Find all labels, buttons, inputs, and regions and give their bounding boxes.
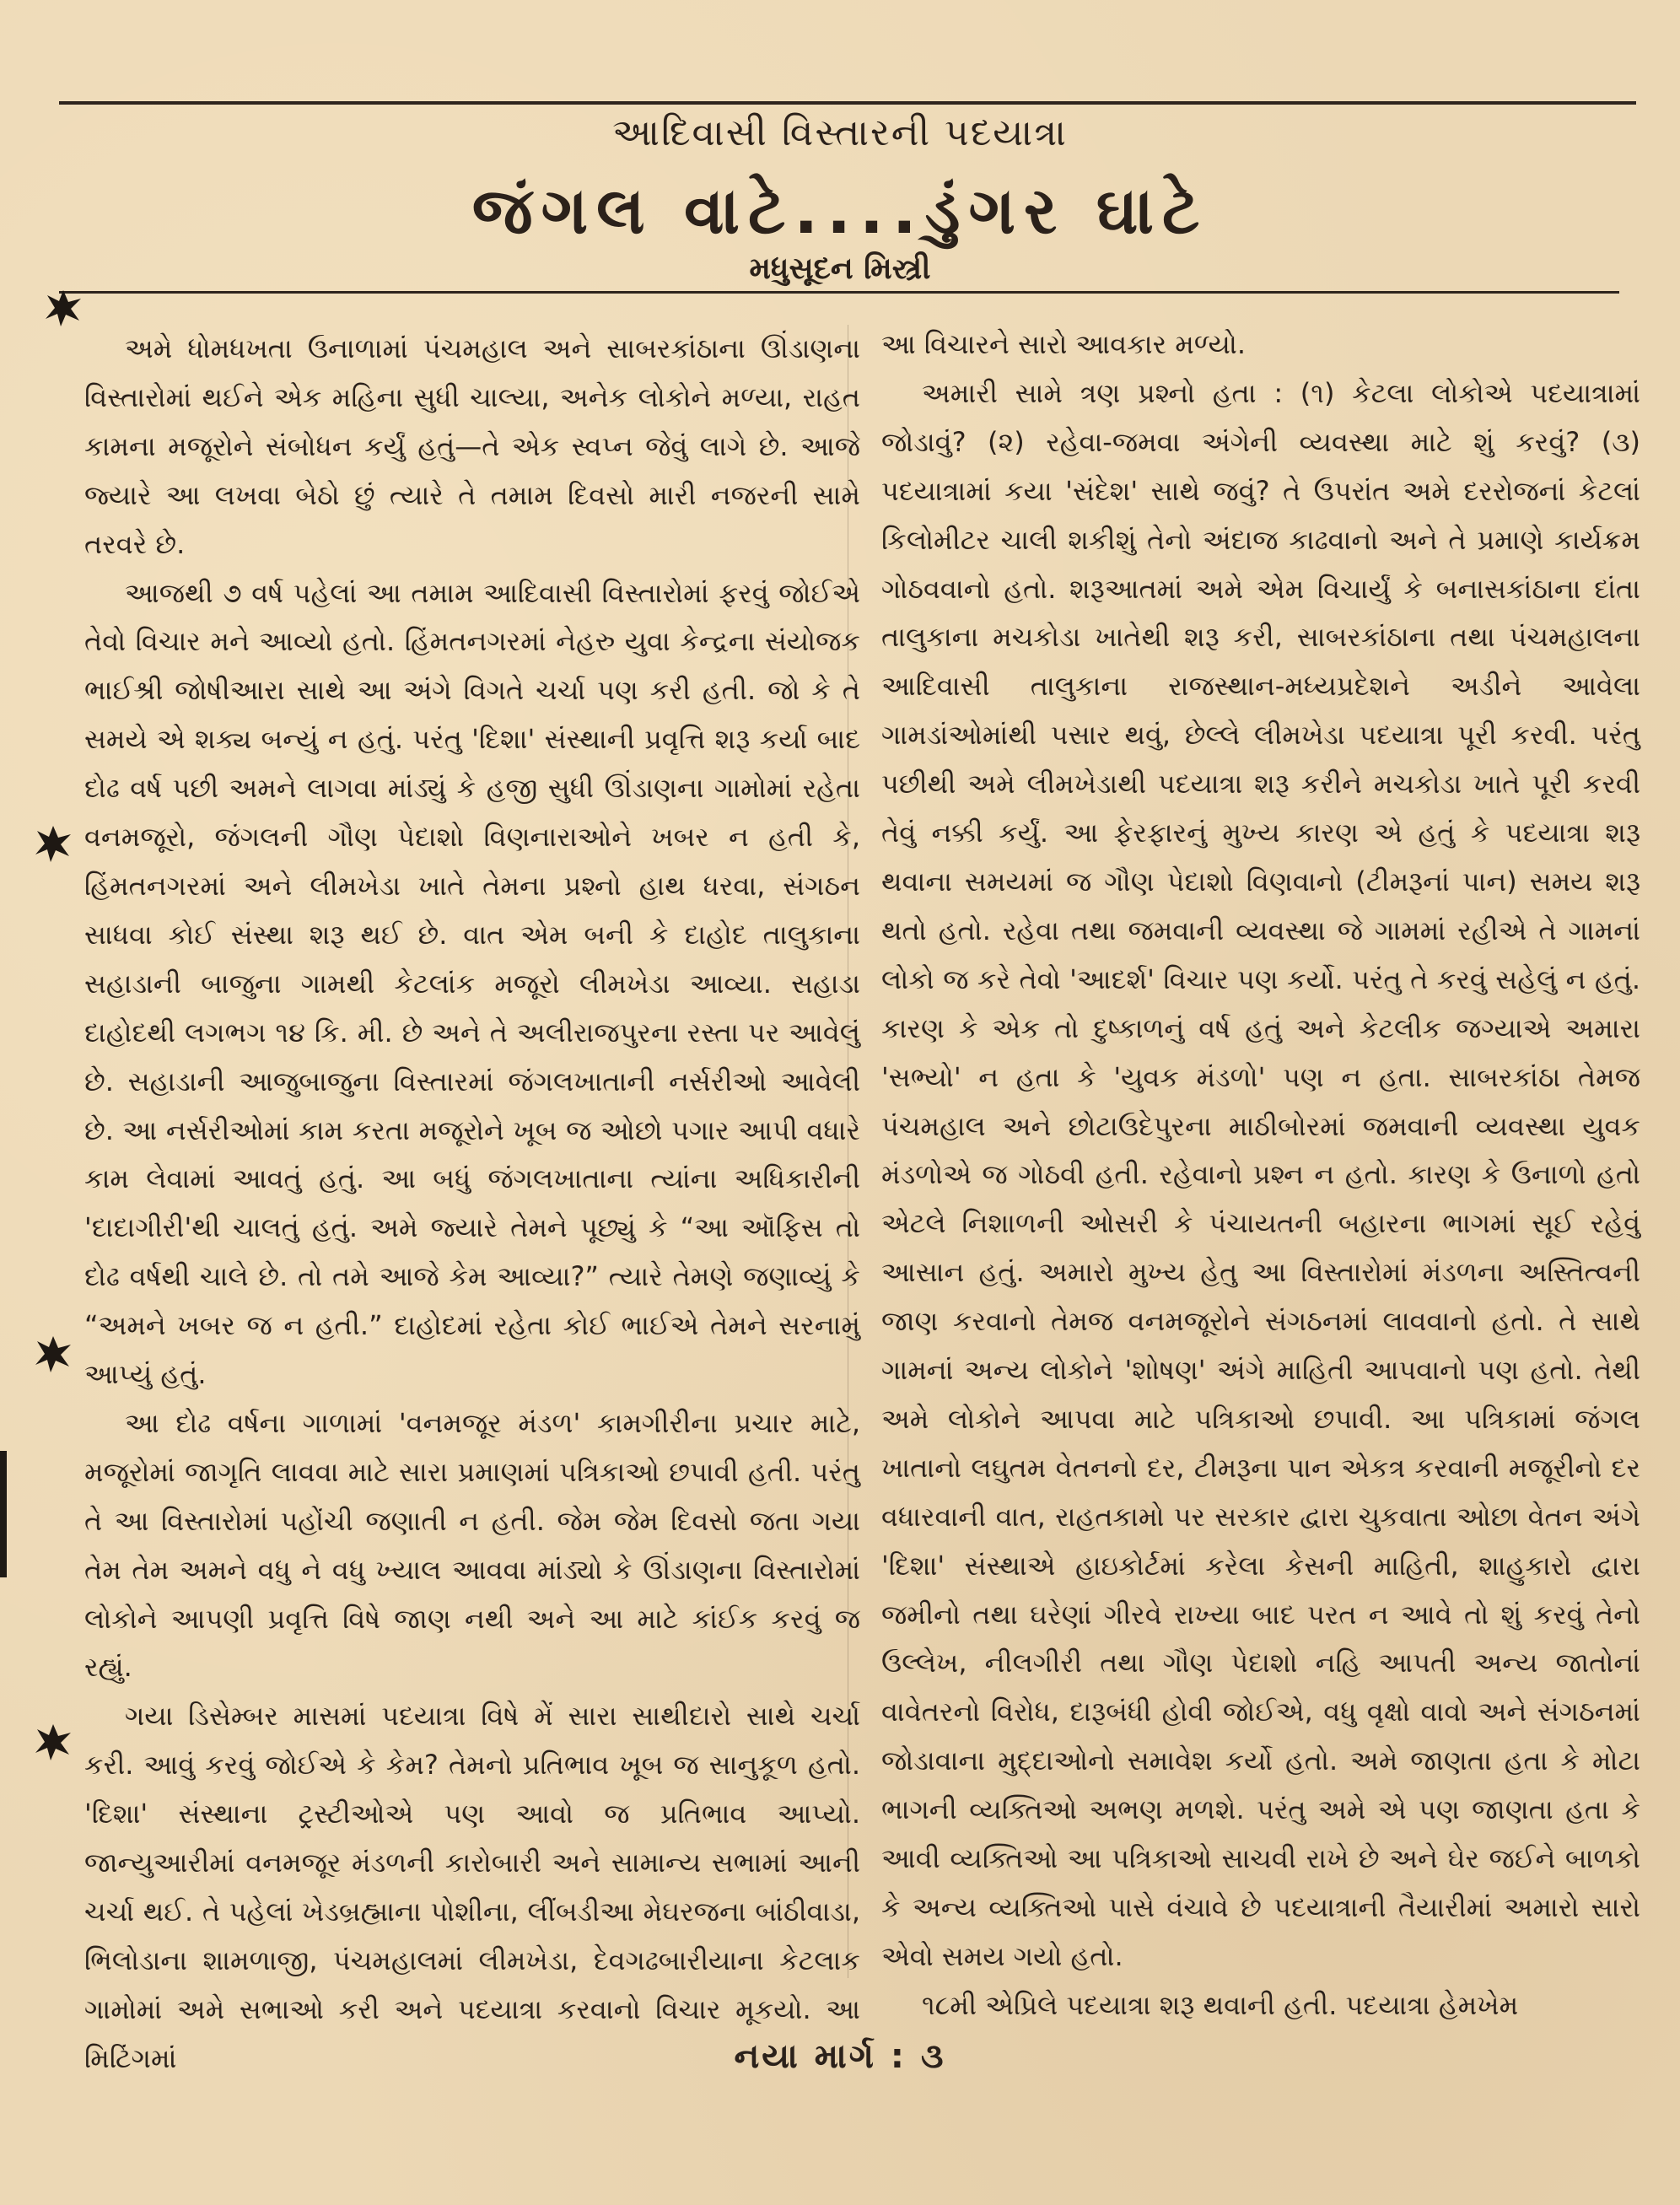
binding-edge bbox=[0, 1451, 7, 1577]
paragraph: ૧૮મી એપ્રિલે પદયાત્રા શરૂ થવાની હતી. પદયાત્રા હેમખેમ bbox=[922, 1988, 1519, 2021]
top-rule bbox=[59, 101, 1636, 105]
paragraph: આ દોઢ વર્ષના ગાળામાં 'વનમજૂર મંડળ' કામગીરીના પ્રચાર માટે, મજૂરોમાં જાગૃતિ લાવવા માટે સારા પ્રમાણમાં પત્રિકાઓ છપાવી હતી. પરંતુ તે આ વિસ્તારોમાં પહોંચી જણાતી ન હતી. જેમ જેમ દિવસો જતા ગયા તેમ તેમ અમને વધુ ને વધુ ખ્યાલ આવવા માંડ્યો કે ઊંડાણના વિસ્તારોમાં લોકોને આપણી પ્રવૃત્તિ વિષે જાણ નથી અને આ માટે કાંઈક કરવું જ રહ્યું. bbox=[84, 1406, 860, 1684]
author-byline: મધુસૂદન મિસ્ત્રી bbox=[749, 251, 931, 286]
paragraph: આજથી ૭ વર્ષ પહેલાં આ તમામ આદિવાસી વિસ્તારોમાં ફરવું જોઈએ તેવો વિચાર મને આવ્યો હતો. હિંમતનગરમાં નેહરુ યુવા કેન્દ્રના સંયોજક ભાઈશ્રી જોષીઆરા સાથે આ અંગે વિગતે ચર્ચા પણ કરી હતી. જો કે તે સમયે એ શક્ય બન્યું ન હતું. પરંતુ 'દિશા' સંસ્થાની પ્રવૃત્તિ શરૂ કર્યા બાદ દોઢ વર્ષ પછી અમને લાગવા માંડ્યું કે હજી સુધી ઊંડાણના ગામોમાં રહેતા વનમજૂરો, જંગલની ગૌણ પેદાશો વિણનારાઓને ખબર ન હતી કે, હિંમતનગરમાં અને લીમખેડા ખાતે તેમના પ્રશ્નો હાથ ધરવા, સંગઠન સાધવા કોઈ સંસ્થા શરૂ થઈ છે. વાત એમ બની કે દાહોદ તાલુકાના સહાડાની બાજુના ગામથી કેટલાંક મજૂરો લીમખેડા આવ્યા. સહાડા દાહોદથી લગભગ ૧૪ કિ. મી. છે અને તે અલીરાજપુરના રસ્તા પર આવેલું છે. સહાડાની આજુબાજુના વિસ્તારમાં જંગલખાતાની નર્સરીઓ આવેલી છે. આ નર્સરીઓમાં કામ કરતા મજૂરોને ખૂબ જ ઓછો પગાર આપી વધારે કામ લેવામાં આવતું હતું. આ બધું જંગલખાતાના ત્યાંના અધિકારીની 'દાદાગીરી'થી ચાલતું હતું. અમે જ્યારે તેમને પૂછ્યું કે “આ ઑફિસ તો દોઢ વર્ષથી ચાલે છે. તો તમે આજે કેમ આવ્યા?” ત્યારે તેમણે જણાવ્યું કે “અમને ખબર જ ન હતી.” દાહોદમાં રહેતા કોઈ ભાઈએ તેમને સરનામું આપ્યું હતું. bbox=[84, 576, 860, 1391]
right-column bbox=[881, 321, 1641, 2021]
paragraph: અમારી સામે ત્રણ પ્રશ્નો હતા : (૧) કેટલા લોકોએ પદયાત્રામાં જોડાવું? (૨) રહેવા-જમવા અંગેની વ્યવસ્થા માટે શું કરવું? (૩) પદયાત્રામાં કયા 'સંદેશ' સાથે જવું? તે ઉપરાંત અમે દરરોજનાં કેટલાં કિલોમીટર ચાલી શકીશું તેનો અંદાજ કાઢવાનો અને તે પ્રમાણે કાર્યક્રમ ગોઠવવાનો હતો. શરૂઆતમાં અમે એમ વિચાર્યું કે બનાસકાંઠાના દાંતા તાલુકાના મચકોડા ખાતેથી શરૂ કરી, સાબરકાંઠાના તથા પંચમહાલના આદિવાસી તાલુકાના રાજસ્થાન-મધ્યપ્રદેશને અડીને આવેલા ગામડાંઓમાંથી પસાર થવું, છેલ્લે લીમખેડા પદયાત્રા પૂરી કરવી. પરંતુ પછીથી અમે લીમખેડાથી પદયાત્રા શરૂ કરીને મચકોડા ખાતે પૂરી કરવી તેવું નક્કી કર્યું. આ ફેરફારનું મુખ્ય કારણ એ હતું કે પદયાત્રા શરૂ થવાના સમયમાં જ ગૌણ પેદાશો વિણવાનો (ટીમરૂનાં પાન) સમય શરૂ થતો હતો. રહેવા તથા જમવાની વ્યવસ્થા જે ગામમાં રહીએ તે ગામનાં લોકો જ કરે તેવો 'આદર્શ' વિચાર પણ કર્યો. પરંતુ તે કરવું સહેલું ન હતું. કારણ કે એક તો દુષ્કાળનું વર્ષ હતું અને કેટલીક જગ્યાએ અમારા 'સભ્યો' ન હતા કે 'યુવક મંડળો' પણ ન હતા. સાબરકાંઠા તેમજ પંચમહાલ અને છોટાઉદેપુરના માઠીબોરમાં જમવાની વ્યવસ્થા યુવક મંડળોએ જ ગોઠવી હતી. રહેવાનો પ્રશ્ન ન હતો. કારણ કે ઉનાળો હતો એટલે નિશાળની ઓસરી કે પંચાયતની બહારના ભાગમાં સૂઈ રહેવું આસાન હતું. અમારો મુખ્ય હેતુ આ વિસ્તારોમાં મંડળના અસ્તિત્વની જાણ કરવાનો તેમજ વનમજૂરોને સંગઠનમાં લાવવાનો હતો. તે સાથે ગામનાં અન્ય લોકોને 'શોષણ' અંગે માહિતી આપવાનો પણ હતો. તેથી અમે લોકોને આપવા માટે પત્રિકાઓ છપાવી. આ પત્રિકામાં જંગલ ખાતાનો લઘુતમ વેતનનો દર, ટીમરૂના પાન એકત્ર કરવાની મજૂરીનો દર વધારવાની વાત, રાહતકામો પર સરકાર દ્વારા ચુકવાતા ઓછા વેતન અંગે 'દિશા' સંસ્થાએ હાઇકોર્ટમાં કરેલા કેસની માહિતી, શાહુકારો દ્વારા જમીનો તથા ઘરેણાં ગીરવે રાખ્યા બાદ પરત ન આવે તો શું કરવું તેનો ઉલ્લેખ, નીલગીરી તથા ગૌણ પેદાશો નહિ આપતી અન્ય જાતોનાં વાવેતરનો વિરોધ, દારૂબંધી હોવી જોઈએ, વધુ વૃક્ષો વાવો અને સંગઠનમાં જોડાવાના મુદ્દાઓનો સમાવેશ કર્યો હતો. અમે જાણતા હતા કે મોટા ભાગની વ્યક્તિઓ અભણ મળશે. પરંતુ અમે એ પણ જાણતા હતા કે આવી વ્યક્તિઓ આ પત્રિકાઓ સાચવી રાખે છે અને ઘેર જઈને બાળકો કે અન્ય વ્યક્તિઓ પાસે વંચાવે છે પદયાત્રાની તૈયારીમાં અમારો સારો એવો સમય ગયો હતો. bbox=[881, 376, 1641, 1972]
byline-rule bbox=[59, 291, 1619, 294]
burn-mark bbox=[32, 1721, 74, 1763]
page-footer: નયા માર્ગ : ૩ bbox=[734, 2037, 946, 2076]
paragraph: અમે ધોમધખતા ઉનાળામાં પંચમહાલ અને સાબરકાંઠાના ઊંડાણના વિસ્તારોમાં થઈને એક મહિના સુધી ચાલ્યા, અનેક લોકોને મળ્યા, રાહત કામના મજૂરોને સંબોધન કર્યું હતું—તે એક સ્વપ્ન જેવું લાગે છે. આજે જ્યારે આ લખવા બેઠો છું ત્યારે તે તમામ દિવસો મારી નજરની સામે તરવરે છે. bbox=[84, 332, 860, 560]
burn-mark bbox=[42, 287, 84, 329]
series-heading: આદિવાસી વિસ્તારની પદયાત્રા bbox=[612, 111, 1068, 154]
paragraph: આ વિચારને સારો આવકાર મળ્યો. bbox=[881, 328, 1247, 360]
article-title: જંગલ વાટે....ડુંગર ઘાટે bbox=[471, 173, 1209, 248]
burn-mark bbox=[32, 1333, 74, 1375]
paragraph: ગયા ડિસેમ્બર માસમાં પદયાત્રા વિષે મેં સારા સાથીદારો સાથે ચર્ચા કરી. આવું કરવું જોઈએ કે કેમ? તેમનો પ્રતિભાવ ખૂબ જ સાનુકૂળ હતો. 'દિશા' સંસ્થાના ટ્રસ્ટીઓએ પણ આવો જ પ્રતિભાવ આપ્યો. જાન્યુઆરીમાં વનમજૂર મંડળની કારોબારી અને સામાન્ય સભામાં આની ચર્ચા થઈ. તે પહેલાં ખેડબ્રહ્માના પોશીના, લીંબડીઆ મેઘરજના બાંઠીવાડા, ભિલોડાના શામળાજી, પંચમહાલમાં લીમખેડા, દેવગઢબારીયાના કેટલાક ગામોમાં અમે સભાઓ કરી અને પદયાત્રા કરવાનો વિચાર મૂકયો. આ મિટિંગમાં bbox=[84, 1700, 860, 2074]
burn-mark bbox=[32, 822, 74, 865]
